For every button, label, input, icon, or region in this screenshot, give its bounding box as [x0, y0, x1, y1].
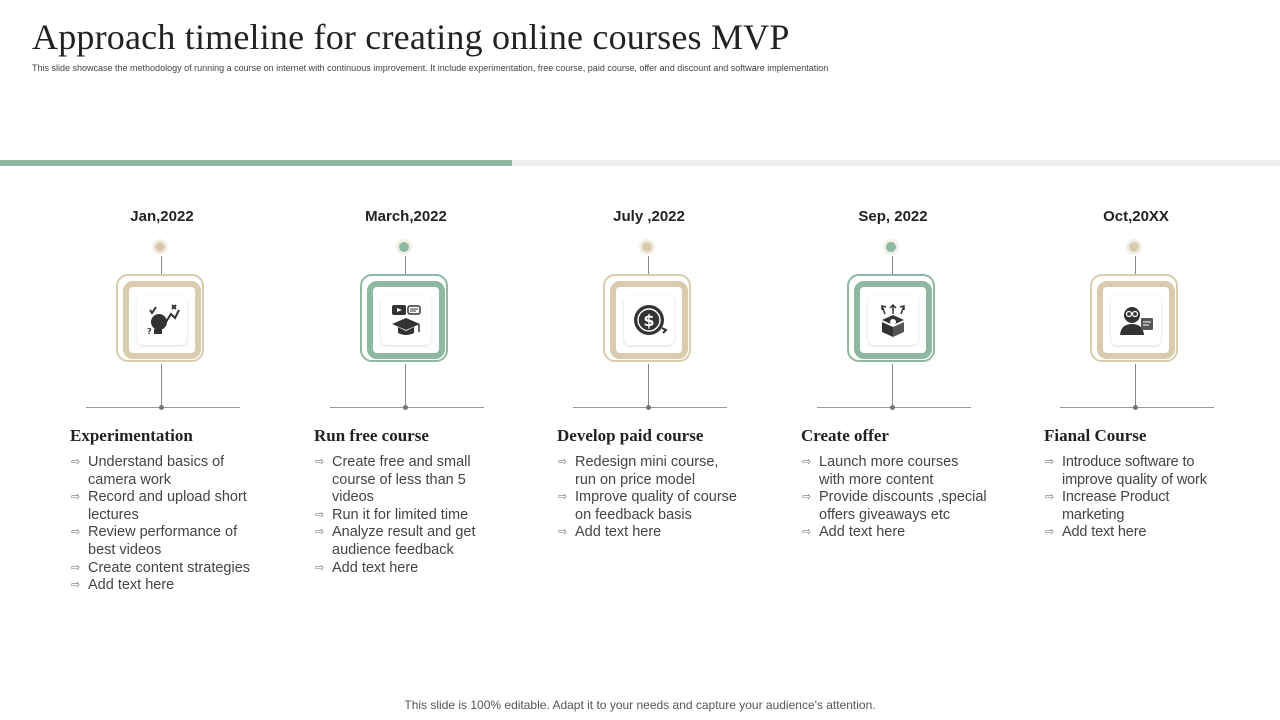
arrow-icon: ⇨ [802, 456, 812, 468]
timeline-dot [1129, 242, 1139, 252]
arrow-icon: ⇨ [71, 561, 81, 574]
arrow-icon: ⇨ [558, 456, 568, 468]
junction-dot [646, 405, 651, 410]
milestone-heading: Fianal Course [1044, 426, 1147, 445]
milestone-heading: Run free course [314, 426, 429, 445]
connector-line [405, 364, 406, 408]
junction-dot [890, 405, 895, 410]
connector-line [648, 364, 649, 408]
arrow-icon: ⇨ [315, 561, 325, 574]
junction-dot [403, 405, 408, 410]
arrow-icon: ⇨ [315, 456, 325, 468]
milestone-date: July ,2022 [613, 208, 685, 225]
timeline-dot [886, 242, 896, 252]
svg-text:$: $ [643, 311, 655, 330]
milestone-heading: Experimentation [70, 426, 193, 445]
arrow-icon: ⇨ [802, 526, 812, 539]
footer-note: This slide is 100% editable. Adapt it to your needs and capture your audience's attention. [404, 698, 876, 712]
experiment-thinking-icon [137, 295, 187, 345]
arrow-icon: ⇨ [71, 579, 81, 592]
arrow-icon: ⇨ [1045, 456, 1055, 468]
list-item: ⇨ Add text here [1045, 524, 1147, 541]
arrow-icon: ⇨ [71, 526, 81, 539]
icon-frame-inner [610, 281, 688, 359]
connector-line [648, 256, 649, 274]
connector-line [892, 364, 893, 408]
milestone-bullets [70, 454, 256, 595]
arrow-icon: ⇨ [1045, 491, 1055, 504]
timeline-dot [399, 242, 409, 252]
connector-line [161, 256, 162, 274]
arrow-icon: ⇨ [558, 491, 568, 504]
milestone-bullets [314, 454, 500, 577]
timeline-dot [155, 242, 165, 252]
connector-line [1135, 256, 1136, 274]
milestone-heading: Develop paid course [557, 426, 704, 445]
milestone-bullets [1044, 454, 1230, 542]
list-item: ⇨ Record and upload short lectures [71, 489, 247, 523]
milestone-date: March,2022 [365, 208, 447, 225]
icon-frame-inner [854, 281, 932, 359]
list-item: ⇨ Redesign mini course, run on price model [558, 454, 719, 488]
user-software-icon [1111, 295, 1161, 345]
connector-line [892, 256, 893, 274]
svg-text:?: ? [147, 327, 152, 336]
connector-line [1135, 364, 1136, 408]
icon-frame [1090, 274, 1178, 362]
list-item: ⇨ Increase Product marketing [1045, 489, 1170, 523]
list-item: ⇨ Launch more courses with more content [802, 454, 959, 488]
milestone-experimentation [52, 200, 272, 640]
milestone-bullets [801, 454, 987, 542]
list-item: ⇨ Create content strategies [71, 559, 251, 576]
list-item: ⇨ Run it for limited time [315, 506, 469, 523]
arrow-icon: ⇨ [1045, 526, 1055, 539]
milestone-develop-paid-course [539, 200, 759, 640]
page-title: Approach timeline for creating online courses MVP [32, 17, 790, 57]
milestone-create-offer [783, 200, 1003, 640]
arrow-icon: ⇨ [802, 491, 812, 504]
list-item: ⇨ Improve quality of course on feedback basis [558, 489, 737, 523]
gift-box-offer-icon [868, 295, 918, 345]
icon-frame [116, 274, 204, 362]
arrow-icon: ⇨ [558, 526, 568, 539]
icon-frame-inner [123, 281, 201, 359]
junction-dot [159, 405, 164, 410]
icon-frame-inner [367, 281, 445, 359]
icon-frame [603, 274, 691, 362]
milestone-date: Jan,2022 [130, 208, 194, 225]
progress-fill [0, 160, 512, 166]
icon-frame [360, 274, 448, 362]
dollar-coin-icon [624, 295, 674, 345]
list-item: ⇨ Understand basics of camera work [71, 454, 225, 488]
graduation-cap-video-icon [381, 295, 431, 345]
arrow-icon: ⇨ [71, 456, 81, 468]
milestone-bullets [557, 454, 743, 542]
connector-line [161, 364, 162, 408]
arrow-icon: ⇨ [71, 491, 81, 504]
list-item: ⇨ Provide discounts ,special offers giveaways etc [802, 489, 987, 523]
milestone-run-free-course [296, 200, 516, 640]
milestone-date: Oct,20XX [1103, 208, 1169, 225]
list-item: ⇨ Add text here [315, 559, 419, 576]
page-subtitle: This slide showcase the methodology of running a course on internet with continuous improvement. It include experimentation, free course, paid course, offer and discount and software implementation [32, 63, 829, 73]
arrow-icon: ⇨ [315, 508, 325, 521]
timeline-dot [642, 242, 652, 252]
icon-frame-inner [1097, 281, 1175, 359]
milestone-date: Sep, 2022 [858, 208, 928, 225]
list-item: ⇨ Add text here [802, 524, 906, 541]
junction-dot [1133, 405, 1138, 410]
list-item: ⇨ Analyze result and get audience feedback [315, 524, 476, 558]
milestone-heading: Create offer [801, 426, 889, 445]
list-item: ⇨ Introduce software to improve quality of work [1045, 454, 1207, 488]
milestone-final-course [1026, 200, 1246, 640]
progress-track [0, 160, 1280, 166]
list-item: ⇨ Add text here [558, 524, 662, 541]
list-item: ⇨ Add text here [71, 577, 175, 594]
connector-line [405, 256, 406, 274]
arrow-icon: ⇨ [315, 526, 325, 539]
icon-frame [847, 274, 935, 362]
list-item: ⇨ Create free and small course of less than 5 videos [315, 454, 471, 506]
list-item: ⇨ Review performance of best videos [71, 524, 238, 558]
